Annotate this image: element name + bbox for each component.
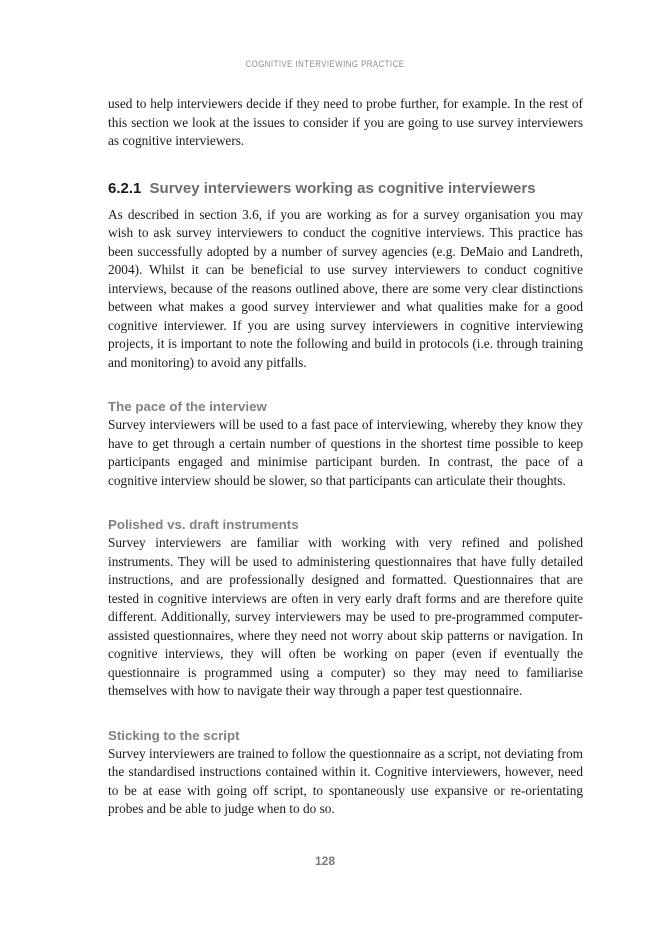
- body-script: Survey interviewers are trained to follow the questionnaire as a script, not deviating from the standardised instructions contained within it. Cognitive interviewers, however, need to be at ease with going off script, to spontaneously use expansive or re-orientating probes and be able to judge when to do so.: [108, 745, 583, 816]
- subheading-script: Sticking to the script: [108, 727, 240, 743]
- section-heading: [108, 179, 583, 199]
- body-pace: Survey interviewers will be used to a fast pace of interviewing, whereby they know they have to get through a certain number of questions in the shortest time possible to keep participants engaged and minimise participant burden. In contrast, the pace of a cognitive interview should be slower, so that participants can articulate their thoughts.: [108, 417, 583, 488]
- subheading-pace: The pace of the interview: [108, 399, 267, 414]
- running-header: COGNITIVE INTERVIEWING PRACTICE: [245, 59, 405, 70]
- subheading-instruments: Polished vs. draft instruments: [108, 517, 299, 532]
- body-instruments: Survey interviewers are familiar with working with very refined and polished instruments. They will be used to administering questionnaires that have fully detailed instructions, and are professionally designed and formatted. Questionnaires that are tested in cognitive interviews are often in very early draft forms and are therefore quite different. Additionally, survey interviewers may be used to pre-programmed computer-assisted questionnaires, where they need not worry about skip patterns or navigation. In cognitive interviews, they will often be working on paper (even if eventually the questionnaire is programmed using a computer) so they may need to familiarise themselves with how to navigate their way through a paper test questionnaire.: [108, 535, 583, 698]
- page-number: 128: [314, 854, 336, 868]
- page-content: [108, 95, 583, 819]
- intro-paragraph: used to help interviewers decide if they need to probe further, for example. In the rest of this section we look at the issues to consider if you are going to use survey interviewers as cognitive interviewers.: [108, 96, 583, 148]
- section-title: Survey interviewers working as cognitive interviewers: [149, 179, 536, 197]
- section-number: 6.2.1: [108, 179, 142, 197]
- section-body: As described in section 3.6, if you are working as for a survey organisation you may wish to ask survey interviewers to conduct the cognitive interviews. This practice has been successfully adopted by a number of survey agencies (e.g. DeMaio and Landreth, 2004). Whilst it can be beneficial to use survey interviewers to conduct cognitive interviews, because of the reasons outlined above, there are some very clear distinctions between what makes a good survey interviewer and what qualities make for a good cognitive interviewer. If you are using survey interviewers in cognitive interviewing projects, it is important to note the following and build in protocols (i.e. through training and monitoring) to avoid any pitfalls.: [108, 206, 583, 370]
